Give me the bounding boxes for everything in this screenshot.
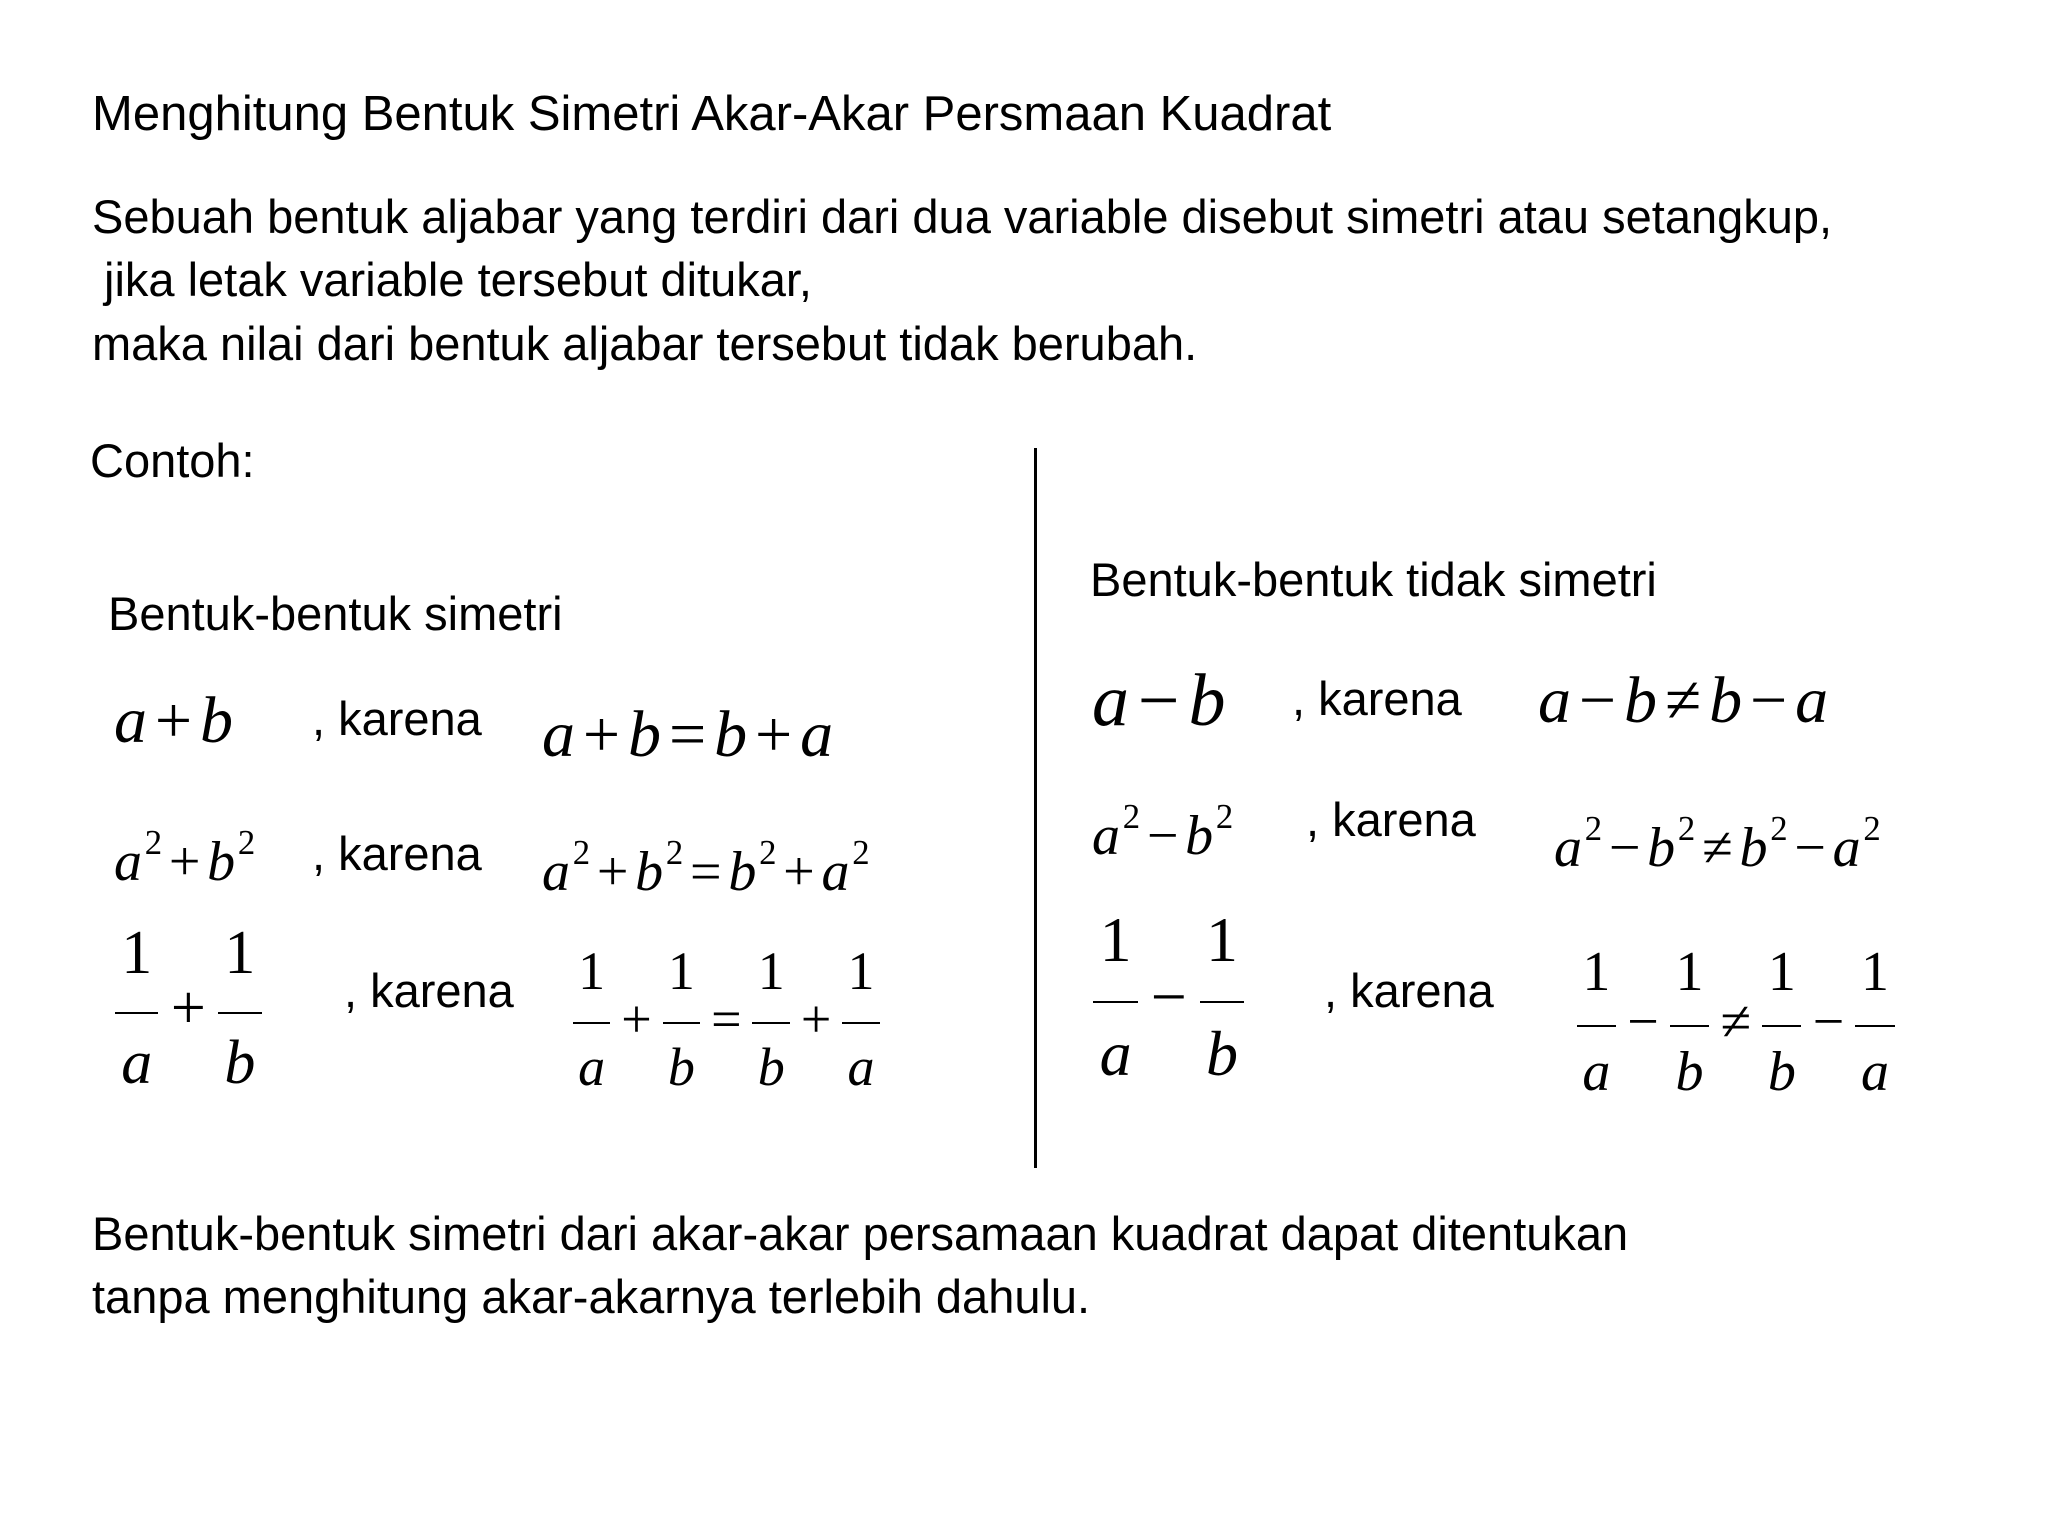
- nonsym-reason-2: $a^2 - b^2 \ne b^2 - a^2$: [1554, 809, 1881, 880]
- symmetric-heading: Bentuk-bentuk simetri: [108, 587, 563, 640]
- nonsym-karena-1: , karena: [1292, 672, 1462, 725]
- intro-line-1: Sebuah bentuk aljabar yang terdiri dari dua variable disebut simetri atau setangkup,: [92, 190, 1833, 243]
- page-title: Menghitung Bentuk Simetri Akar-Akar Persmaan Kuadrat: [92, 87, 1332, 141]
- column-divider: [1034, 448, 1037, 1168]
- sym-reason-2: $a^2 + b^2 = b^2 + a^2$: [542, 833, 870, 904]
- sym-expr-2: $a^2 + b^2$: [114, 823, 256, 894]
- nonsym-karena-3: , karena: [1324, 964, 1494, 1017]
- sym-expr-1: a + b: [114, 684, 234, 757]
- intro-line-3: maka nilai dari bentuk aljabar tersebut tidak berubah.: [92, 317, 1198, 370]
- nonsym-karena-2: , karena: [1306, 793, 1476, 846]
- sym-reason-1: a + b = b + a: [542, 698, 834, 771]
- nonsym-reason-1: a − b ≠ b − a: [1538, 664, 1829, 737]
- sym-karena-1: , karena: [312, 692, 482, 745]
- sym-karena-2: , karena: [312, 827, 482, 880]
- nonsym-reason-3: $\frac{1}{a}$ − $\frac{1}{b}$ ≠ $\frac{1}{b}$ − $\frac{1}{a}$: [1574, 944, 1897, 1100]
- sym-karena-3: , karena: [344, 964, 514, 1017]
- footer-line-1: Bentuk-bentuk simetri dari akar-akar persamaan kuadrat dapat ditentukan: [92, 1207, 1629, 1260]
- nonsym-expr-2: $a^2 - b^2$: [1092, 797, 1234, 868]
- footer-line-2: tanpa menghitung akar-akarnya terlebih dahulu.: [92, 1270, 1091, 1323]
- nonsym-expr-3: $\frac{1}{a}$ − $\frac{1}{b}$: [1090, 908, 1248, 1086]
- sym-expr-3: $\frac{1}{a}$ + $\frac{1}{b}$: [112, 922, 265, 1094]
- non-symmetric-heading: Bentuk-bentuk tidak simetri: [1090, 553, 1657, 606]
- contoh-label: Contoh:: [90, 434, 255, 487]
- nonsym-expr-1: a − b: [1092, 660, 1226, 742]
- intro-line-2: jika letak variable tersebut ditukar,: [104, 253, 812, 306]
- sym-reason-3: $\frac{1}{a}$ + $\frac{1}{b}$ = $\frac{1}{b}$ + $\frac{1}{a}$: [570, 944, 883, 1094]
